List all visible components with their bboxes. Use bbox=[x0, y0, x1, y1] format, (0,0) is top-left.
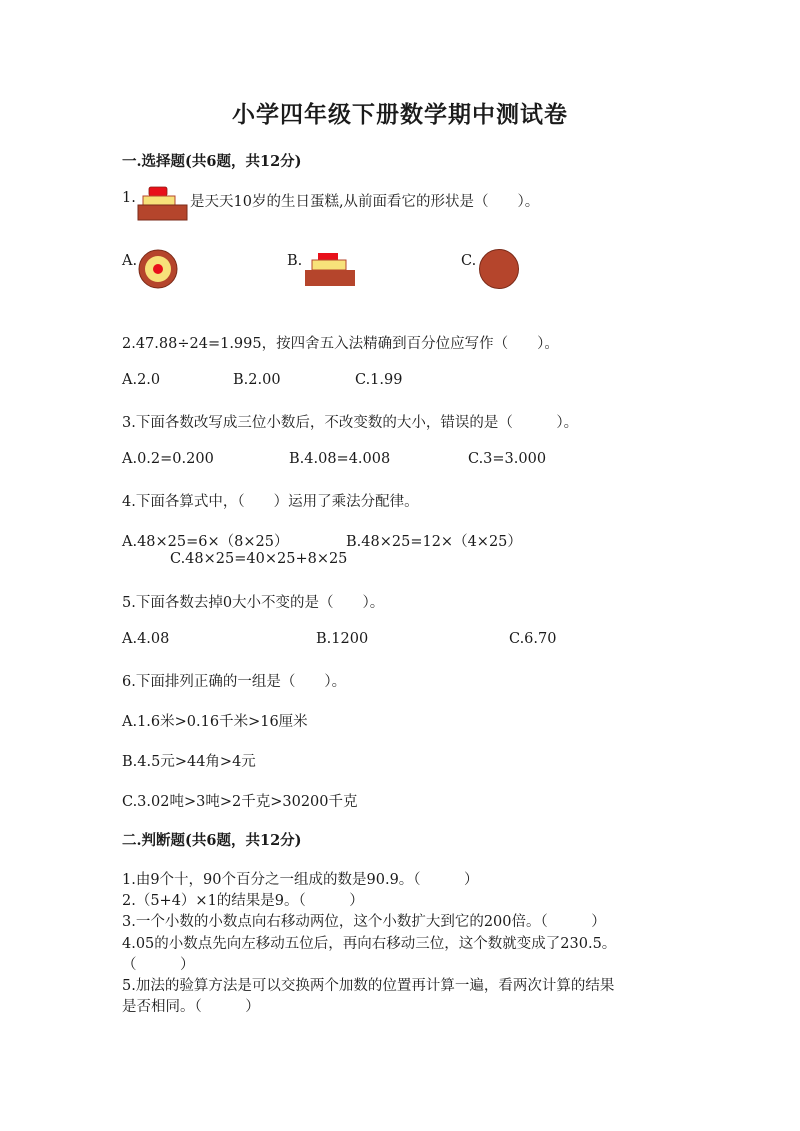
judge-item-4-bracket: （ ） bbox=[122, 957, 195, 973]
q6-option-a: A.1.6米>0.16千米>16厘米 bbox=[122, 714, 308, 730]
q1-text: 是天天10岁的生日蛋糕,从前面看它的形状是（ ）。 bbox=[190, 194, 540, 210]
cake-icon bbox=[137, 186, 191, 222]
judge-item-3: 3.一个小数的小数点向右移动两位，这个小数扩大到它的200倍。（ ） bbox=[122, 914, 606, 930]
q2-option-a: A.2.0 bbox=[122, 372, 161, 388]
front-view-cake-icon bbox=[304, 252, 356, 288]
q6-text: 6.下面排列正确的一组是（ ）。 bbox=[122, 674, 347, 690]
q1-option-a: A. bbox=[122, 253, 138, 269]
q3-option-a: A.0.2=0.200 bbox=[122, 451, 214, 467]
q2-option-b: B.2.00 bbox=[233, 372, 281, 388]
q1-number: 1. bbox=[122, 190, 136, 206]
q6-option-c: C.3.02吨>3吨>2千克>30200千克 bbox=[122, 794, 358, 810]
q6-option-b: B.4.5元>44角>4元 bbox=[122, 754, 256, 770]
q3-option-c: C.3=3.000 bbox=[468, 451, 547, 467]
judge-item-1: 1.由9个十，90个百分之一组成的数是90.9。（ ） bbox=[122, 872, 479, 888]
q5-option-b: B.1200 bbox=[316, 631, 369, 647]
q3-text: 3.下面各数改写成三位小数后，不改变数的大小，错误的是（ ）。 bbox=[122, 415, 579, 431]
judge-item-5: 5.加法的验算方法是可以交换两个加数的位置再计算一遍，看两次计算的结果 bbox=[122, 978, 615, 994]
judge-item-2: 2.（5+4）×1的结果是9。（ ） bbox=[122, 893, 364, 909]
q1-option-c: C. bbox=[461, 253, 477, 269]
section-1-heading: 一.选择题(共6题，共12分) bbox=[122, 153, 302, 170]
q5-option-a: A.4.08 bbox=[122, 631, 170, 647]
q2-option-c: C.1.99 bbox=[355, 372, 403, 388]
q4-text: 4.下面各算式中，（ ）运用了乘法分配律。 bbox=[122, 494, 419, 510]
q5-option-c: C.6.70 bbox=[509, 631, 557, 647]
top-view-rings-icon bbox=[137, 248, 179, 290]
q4-option-c: C.48×25=40×25+8×25 bbox=[170, 551, 348, 567]
q1-option-b: B. bbox=[287, 253, 303, 269]
q5-text: 5.下面各数去掉0大小不变的是（ ）。 bbox=[122, 595, 385, 611]
solid-circle-icon bbox=[478, 248, 520, 290]
q2-text: 2.47.88÷24=1.995，按四舍五入法精确到百分位应写作（ ）。 bbox=[122, 336, 559, 352]
section-2-heading: 二.判断题(共6题，共12分) bbox=[122, 832, 302, 849]
judge-item-5-cont: 是否相同。（ ） bbox=[122, 999, 260, 1015]
page-title: 小学四年级下册数学期中测试卷 bbox=[232, 101, 568, 128]
q4-option-b: B.48×25=12×（4×25） bbox=[346, 534, 522, 550]
judge-item-4: 4.05的小数点先向左移动五位后，再向右移动三位，这个数就变成了230.5。 bbox=[122, 936, 617, 952]
q4-option-a: A.48×25=6×（8×25） bbox=[122, 534, 289, 550]
q3-option-b: B.4.08=4.008 bbox=[289, 451, 391, 467]
